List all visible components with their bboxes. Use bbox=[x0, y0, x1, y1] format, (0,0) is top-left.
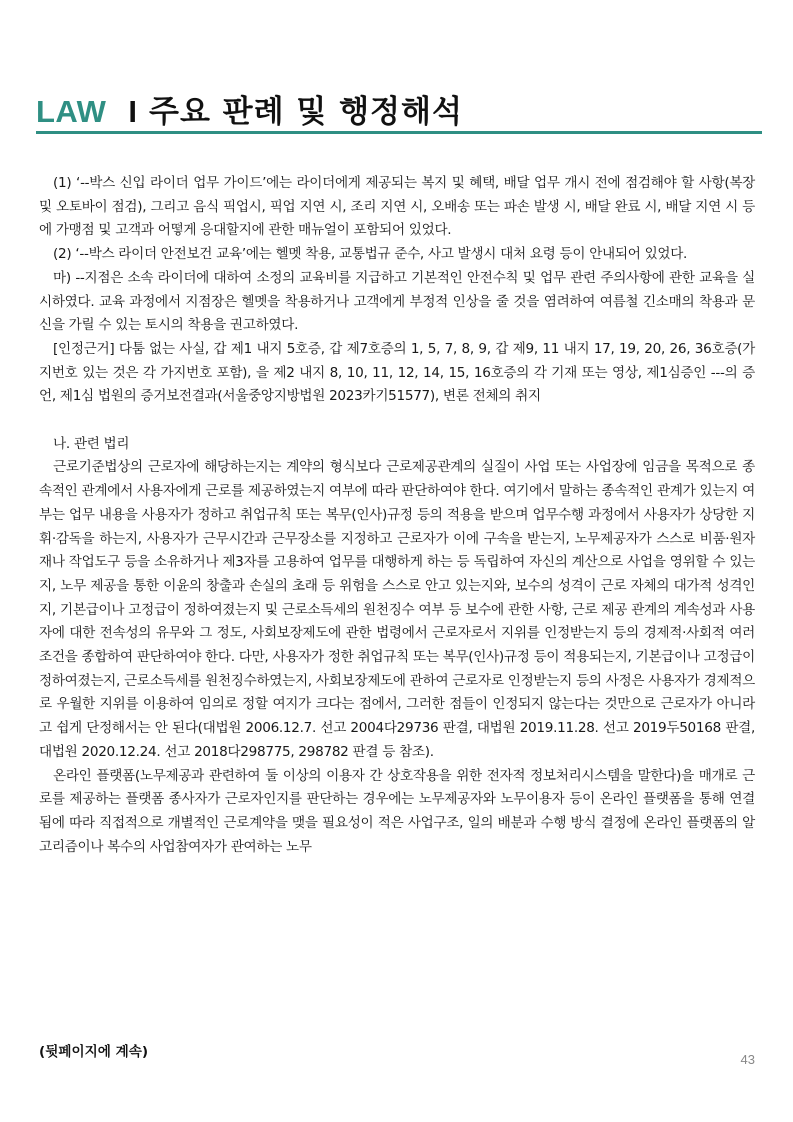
paragraph-safety-education: (2) ‘--박스 라이더 안전보건 교육’에는 헬멧 착용, 교통법규 준수, 사고 발생시 대처 요령 등이 안내되어 있었다. bbox=[53, 246, 688, 263]
continued-note: (뒷페이지에 계속) bbox=[39, 1044, 149, 1060]
page-number: 43 bbox=[740, 1052, 755, 1067]
paragraph-branch-education: 마) --지점은 소속 라이더에 대하여 소정의 교육비를 지급하고 기본적인 안전수칙 및 업무 관련 주의사항에 관한 교육을 실시하였다. 교육 과정에서 지점장은 헬멧을 착용하거나 고객에게 부정적 인상을 줄 것을 염려하여 여름철 긴소매의 착용과 문신을 가릴 수 있는 토시의 착용을 권고하였다. bbox=[39, 269, 755, 334]
paragraph-platform-workers: 온라인 플랫폼(노무제공과 관련하여 둘 이상의 이용자 간 상호작용을 위한 전자적 정보처리시스템을 말한다)을 매개로 근로를 제공하는 플랫폼 종사자가 근로자인지를 판단하는 경우에는 노무제공자와 노무이용자 등이 온라인 플랫폼을 통해 연결됨에 따라 직접적으로 개별적인 근로계약을 맺을 필요성이 적은 사업구조, 일의 배분과 수행 방식 결정에 온라인 플랫폼의 알고리즘이나 복수의 사업참여자가 관여하는 노무 bbox=[39, 767, 755, 855]
page-header bbox=[36, 86, 762, 131]
page-title: 주요 판례 및 행정해석 bbox=[149, 94, 463, 130]
paragraph-guide: (1) ‘--박스 신입 라이더 업무 가이드’에는 라이더에게 제공되는 복지 및 혜택, 배달 업무 개시 전에 점검해야 할 사항(복장 및 오토바이 점검), 그리고 음식 픽업시, 픽업 지연 시, 조리 지연 시, 오배송 또는 파손 발생 시, 배달 완료 시, 배달 지연 시 등에 가맹점 및 고객과 어떻게 응대할지에 관한 매뉴얼이 포함되어 있었다. bbox=[39, 175, 755, 239]
paragraph-evidence: [인정근거] 다툼 없는 사실, 갑 제1 내지 5호증, 갑 제7호증의 1, 5, 7, 8, 9, 갑 제9, 11 내지 17, 19, 20, 26, 36호증(가지번호 있는 것은 각 가지번호 포함), 을 제2 내지 8, 10, 11, 12, 14, 15, 16호증의 각 기재 또는 영상, 제1심증인 ---의 증언, 제1심 법원의 증거보전결과(서울중앙지방법원 2023카기51577), 변론 전체의 취지 bbox=[39, 340, 755, 405]
document-body bbox=[39, 172, 755, 859]
section-heading-legal-principles: 나. 관련 법리 bbox=[53, 435, 130, 452]
paragraph-worker-criteria: 근로기준법상의 근로자에 해당하는지는 계약의 형식보다 근로제공관계의 실질이 사업 또는 사업장에 임금을 목적으로 종속적인 관계에서 사용자에게 근로를 제공하였는지 여부에 따라 판단하여야 한다. 여기에서 말하는 종속적인 관계가 있는지 여부는 업무 내용을 사용자가 정하고 취업규칙 또는 복무(인사)규정 등의 적용을 받으며 업무수행 과정에서 사용자가 상당한 지휘·감독을 하는지, 사용자가 근무시간과 근무장소를 지정하고 근로자가 이에 구속을 받는지, 노무제공자가 스스로 비품·원자재나 작업도구 등을 소유하거나 제3자를 고용하여 업무를 대행하게 하는 등 독립하여 자신의 계산으로 사업을 영위할 수 있는지, 노무 제공을 통한 이윤의 창출과 손실의 초래 등 위험을 스스로 안고 있는지와, 보수의 성격이 근로 자체의 대가적 성격인지, 기본급이나 고정급이 정하여졌는지 및 근로소득세의 원천징수 여부 등 보수에 관한 사항, 근로 제공 관계의 계속성과 사용자에 대한 전속성의 유무와 그 정도, 사회보장제도에 관한 법령에서 근로자로서 지위를 인정받는지 등의 경제적·사회적 여러 조건을 종합하여 판단하여야 한다. 다만, 사용자가 정한 취업규칙 또는 복무(인사)규정 등이 적용되는지, 기본급이나 고정급이 정하여졌는지, 근로소득세를 원천징수하였는지, 사회보장제도에 관하여 근로자로 인정받는지 등의 사정은 사용자가 경제적으로 우월한 지위를 이용하여 임의로 정할 여지가 크다는 점에서, 그러한 점들이 인정되지 않는다는 것만으로 근로자가 아니라고 쉽게 단정해서는 안 된다(대법원 2006.12.7. 선고 2004다29736 판결, 대법원 2019.11.28. 선고 2019두50168 판결, 대법원 2020.12.24. 선고 2018다298775, 298782 판결 등 참조). bbox=[39, 459, 755, 760]
header-separator: I bbox=[128, 94, 137, 129]
section-tag: LAW bbox=[36, 94, 107, 129]
header-divider bbox=[36, 131, 762, 134]
